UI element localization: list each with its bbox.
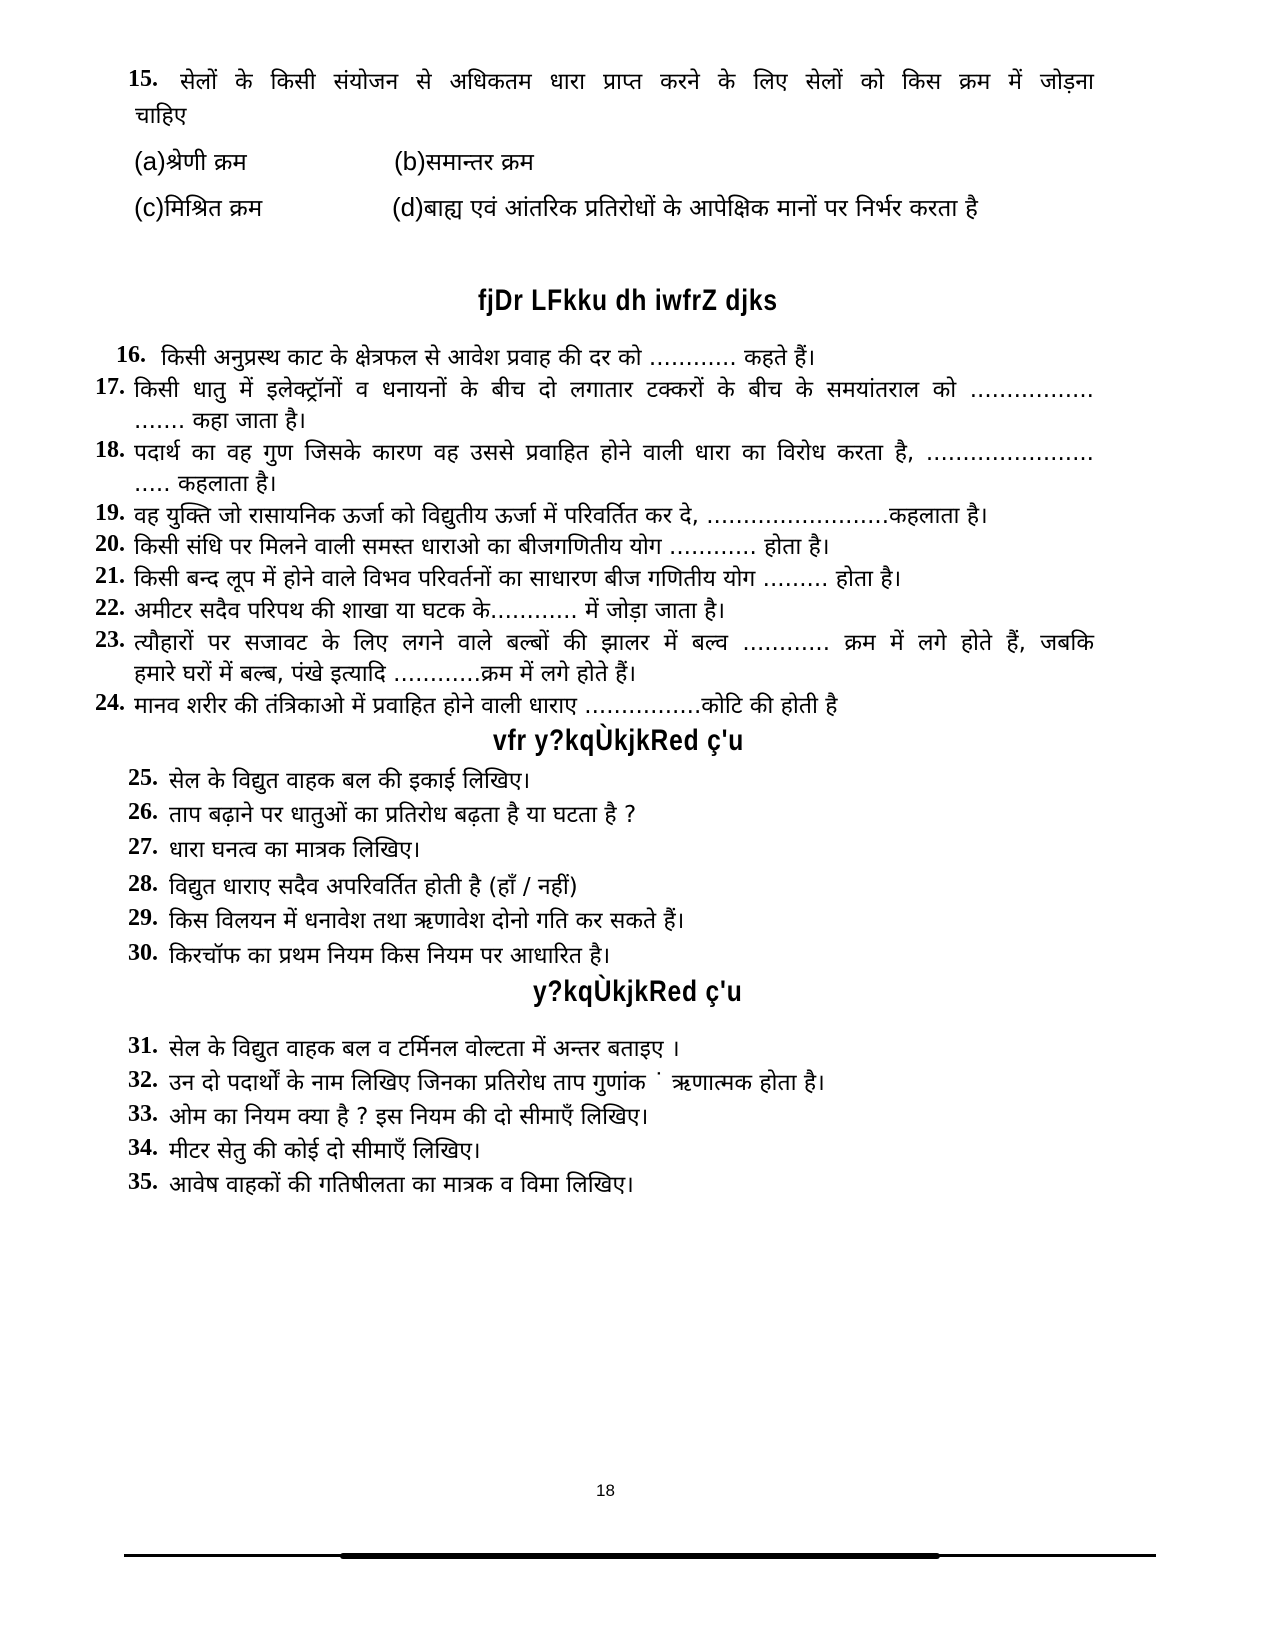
option-c [134,191,262,224]
question-text: विद्युत धाराए सदैव अपरिवर्तित होती है (हाँ / नहीं) [169,874,578,900]
question-number: 18. [95,437,125,463]
section-heading-fill-blanks: fjDr LFkku dh iwfrZ djks [478,284,778,317]
question-text: अमीटर सदैव परिपथ की शाखा या घटक के............ में जोड़ा जाता है। [134,598,726,624]
question-text: सेल के विद्युत वाहक बल की इकाई लिखिए। [169,768,531,794]
question-number: 22. [95,595,125,621]
question-number: 29. [128,905,158,931]
option-label: (c) [134,192,165,222]
question-text: मानव शरीर की तंत्रिकाओ में प्रवाहित होने वाली धाराए ................कोटि की होती है [134,693,838,719]
question-text: किसी अनुप्रस्थ काट के क्षेत्रफल से आवेश प्रवाह की दर को ............ कहते हैं। [161,345,816,371]
question-number: 31. [128,1033,158,1059]
question-text: सेलों के किसी संयोजन से अधिकतम धारा प्राप्त करने के लिए सेलों को किस क्रम में जोड़ना [180,69,1094,95]
option-label: (b) [394,146,426,176]
question-text: किसी संधि पर मिलने वाली समस्त धाराओ का बीजगणितीय योग ............ होता है। [134,534,830,560]
option-text: समान्तर क्रम [425,148,534,176]
question-number: 21. [95,563,125,589]
question-text: आवेष वाहकों की गतिषीलता का मात्रक व विमा लिखिए। [169,1172,634,1198]
option-label: (d) [392,192,424,222]
question-text: किरचॉफ का प्रथम नियम किस नियम पर आधारित है। [169,943,611,969]
question-number: 24. [95,690,125,716]
question-number: 26. [128,799,158,825]
question-number: 30. [128,940,158,966]
question-number: 16. [116,342,146,368]
question-text: ताप बढ़ाने पर धातुओं का प्रतिरोध बढ़ता है या घटता है ? [169,802,637,828]
option-text: श्रेणी क्रम [165,148,247,176]
question-text: वह युक्ति जो रासायनिक ऊर्जा को विद्युतीय ऊर्जा में परिवर्तित कर दे, .........................कहलाता है। [134,503,988,529]
footer-divider-accent [340,1553,940,1559]
question-text-continued: चाहिए [135,103,187,129]
question-text: किसी धातु में इलेक्ट्रॉनों व धनायनों के बीच दो लगातार टक्करों के बीच के समयांतराल को ................. [134,377,1094,403]
option-b [394,145,534,178]
question-number: 27. [128,834,158,860]
question-number: 15. [128,66,158,92]
question-number: 28. [128,871,158,897]
question-text: उन दो पदार्थों के नाम लिखिए जिनका प्रतिरोध ताप गुणांक ˙ ऋणात्मक होता है। [169,1070,825,1096]
question-text: सेल के विद्युत वाहक बल व टर्मिनल वोल्टता में अन्तर बताइए । [169,1036,680,1062]
question-number: 34. [128,1135,158,1161]
question-number: 17. [95,374,125,400]
option-a [134,145,247,178]
option-text: बाह्य एवं आंतरिक प्रतिरोधों के आपेक्षिक मानों पर निर्भर करता है [423,194,978,222]
option-text: मिश्रित क्रम [164,194,263,222]
question-number: 20. [95,531,125,557]
question-number: 25. [128,765,158,791]
question-number: 33. [128,1101,158,1127]
question-number: 23. [95,627,125,653]
question-text: मीटर सेतु की कोई दो सीमाएँ लिखिए। [169,1138,481,1164]
question-number: 35. [128,1169,158,1195]
section-heading-very-short-answer: vfr y?kqÙkjkRed ç'u [493,724,745,757]
page-number: 18 [596,1481,615,1500]
question-text-continued: ..... कहलाता है। [134,471,277,497]
section-heading-short-answer: y?kqÙkjkRed ç'u [533,975,743,1008]
question-text: किसी बन्द लूप में होने वाले विभव परिवर्तनों का साधारण बीज गणितीय योग ......... होता है। [134,566,902,592]
question-text: किस विलयन में धनावेश तथा ऋणावेश दोनो गति कर सकते हैं। [169,908,685,934]
question-number: 32. [128,1067,158,1093]
question-number: 19. [95,500,125,526]
question-text: त्यौहारों पर सजावट के लिए लगने वाले बल्बों की झालर में बल्व ............ क्रम में लगे होते हैं, जबकि [134,630,1094,656]
option-d [392,191,978,224]
option-label: (a) [134,146,166,176]
question-text: ओम का नियम क्या है ? इस नियम की दो सीमाएँ लिखिए। [169,1104,649,1130]
question-text: धारा घनत्व का मात्रक लिखिए। [169,837,421,863]
question-text-continued: हमारे घरों में बल्ब, पंखे इत्यादि ............क्रम में लगे होते हैं। [134,661,637,687]
question-text-continued: ....... कहा जाता है। [134,408,306,434]
question-text: पदार्थ का वह गुण जिसके कारण वह उससे प्रवाहित होने वाली धारा का विरोध करता है, ....................... [134,440,1094,466]
